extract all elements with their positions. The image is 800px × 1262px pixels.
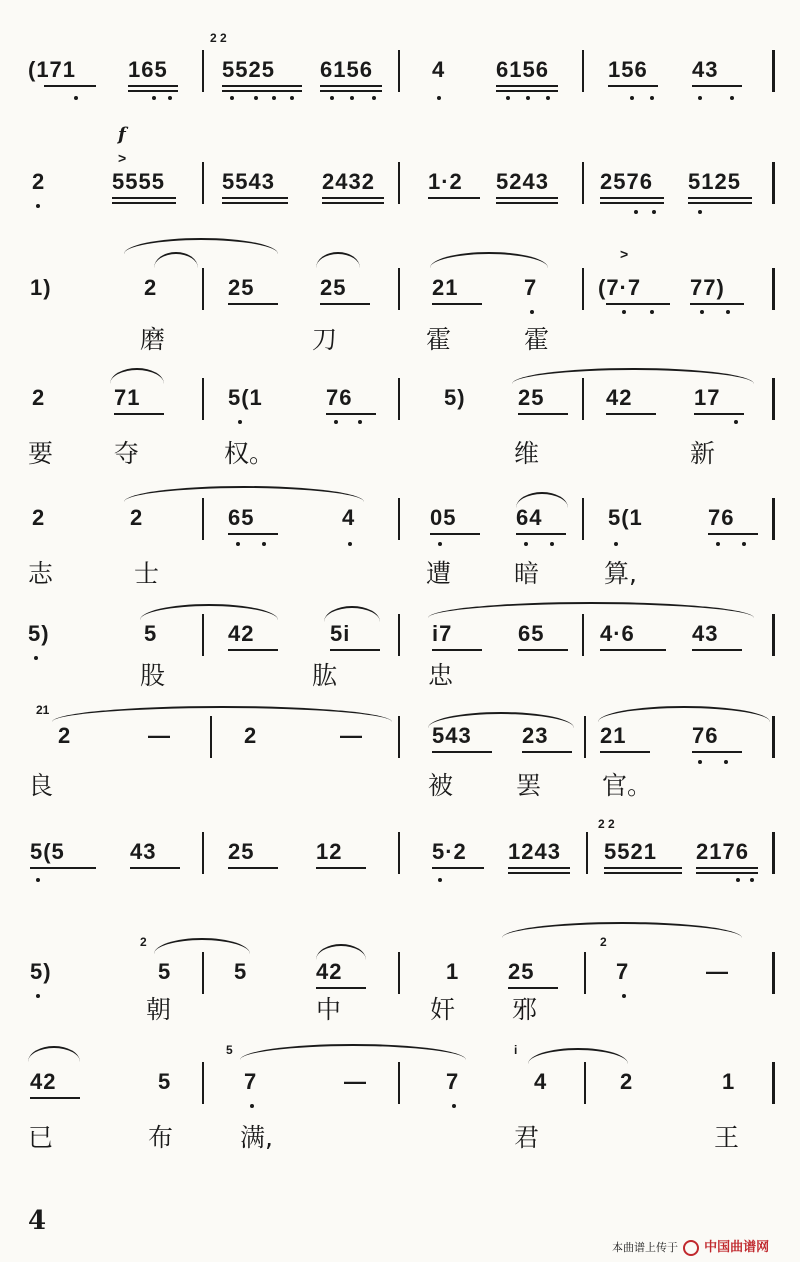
lyric: 士 <box>134 559 160 588</box>
note-group: 7 <box>616 959 630 984</box>
barline <box>772 162 775 204</box>
barline <box>398 716 400 758</box>
lyric: 新 <box>690 439 716 468</box>
note-group: 1243 <box>508 839 561 864</box>
barline <box>210 716 212 758</box>
barline <box>202 832 204 874</box>
note-group: 2 <box>244 723 258 748</box>
page-number: 4 <box>28 1206 47 1236</box>
note-group: 25 <box>320 275 347 300</box>
note-group: 4 <box>432 57 446 82</box>
note-group: 76 <box>692 723 719 748</box>
note-group: 4 <box>342 505 356 530</box>
barline <box>772 50 775 92</box>
barline <box>582 50 584 92</box>
note-group: 5(5 <box>30 839 65 864</box>
note-group: 165 <box>128 57 168 82</box>
note-group: 76 <box>326 385 353 410</box>
lyric: 中 <box>316 995 342 1024</box>
note-group: 64 <box>516 505 543 530</box>
lyric: 夺 <box>114 439 140 468</box>
note-group: 1 <box>446 959 460 984</box>
note-group: 42 <box>30 1069 57 1094</box>
note-group: 2 <box>130 505 144 530</box>
lyric: 忠 <box>428 661 454 690</box>
note-group: 5(1 <box>608 505 643 530</box>
lyric: 权。 <box>224 439 275 468</box>
note-group: 5i <box>330 621 351 646</box>
barline <box>584 952 586 994</box>
note-group: 65 <box>518 621 545 646</box>
note-group: 5·2 <box>432 839 467 864</box>
barline <box>398 162 400 204</box>
barline <box>582 378 584 420</box>
score-row-1 <box>0 31 800 98</box>
grace-note: 21 <box>36 703 50 717</box>
note-group: (7·7 <box>598 275 642 300</box>
lyric: 奸 <box>430 995 456 1024</box>
score-row-7 <box>0 724 800 764</box>
note-group: — <box>344 1069 367 1094</box>
barline <box>584 716 586 758</box>
lyric: 已 <box>28 1123 54 1152</box>
note-group: 2 <box>32 385 46 410</box>
note-group: 5) <box>30 959 52 984</box>
grace-note: 2 <box>600 935 607 949</box>
barline <box>398 50 400 92</box>
grace-note: i <box>514 1043 518 1057</box>
note-group: 65 <box>228 505 255 530</box>
note-group: 2576 <box>600 169 653 194</box>
note-group: 543 <box>432 723 472 748</box>
note-group: 2176 <box>696 839 749 864</box>
note-group: 21 <box>432 275 459 300</box>
note-group: 7 <box>446 1069 460 1094</box>
barline <box>772 952 775 994</box>
barline <box>772 378 775 420</box>
note-group: 2 <box>620 1069 634 1094</box>
lyric: 霍 <box>426 325 452 354</box>
note-group: 25 <box>228 275 255 300</box>
note-group: 76 <box>708 505 735 530</box>
note-group: 25 <box>228 839 255 864</box>
lyric: 算, <box>604 559 637 588</box>
note-group: 1·2 <box>428 169 463 194</box>
barline <box>398 268 400 310</box>
note-group: 23 <box>522 723 549 748</box>
note-group: 17 <box>694 385 721 410</box>
score-row-9 <box>0 960 800 1000</box>
upload-credit <box>612 1236 769 1256</box>
lyric: 良 <box>28 771 54 800</box>
lyric: 满, <box>240 1123 273 1152</box>
barline <box>584 1062 586 1104</box>
note-group: 1 <box>722 1069 736 1094</box>
note-group: — <box>706 959 729 984</box>
barline <box>202 1062 204 1104</box>
note-group: 7 <box>524 275 538 300</box>
accent-mark: > <box>118 150 127 166</box>
note-group: 5521 <box>604 839 657 864</box>
note-group: — <box>340 723 363 748</box>
note-group: 5555 <box>112 169 165 194</box>
note-group: 6156 <box>320 57 373 82</box>
score-row-10 <box>0 1070 800 1110</box>
note-group: 5125 <box>688 169 741 194</box>
lyric: 肱 <box>312 661 338 690</box>
lyric: 维 <box>514 439 540 468</box>
site-logo-icon <box>683 1240 699 1256</box>
note-group: 12 <box>316 839 343 864</box>
grace-note: 5 <box>226 1043 233 1057</box>
barline <box>772 614 775 656</box>
note-group: 21 <box>600 723 627 748</box>
score-row-2 <box>0 170 800 210</box>
credit-prefix: 本曲谱上传于 <box>612 1242 678 1254</box>
note-group: 25 <box>508 959 535 984</box>
note-group: 43 <box>692 621 719 646</box>
note-group: 4 <box>534 1069 548 1094</box>
note-group: 7 <box>244 1069 258 1094</box>
barline <box>582 498 584 540</box>
note-group: 5 <box>144 621 158 646</box>
barline <box>398 614 400 656</box>
barline <box>202 614 204 656</box>
lyric: 暗 <box>514 559 540 588</box>
note-group: 2432 <box>322 169 375 194</box>
note-group: 2 <box>32 505 46 530</box>
note-group: 77) <box>690 275 725 300</box>
barline <box>398 378 400 420</box>
barline <box>202 378 204 420</box>
note-group: 5543 <box>222 169 275 194</box>
note-group: 2 <box>144 275 158 300</box>
barline <box>202 50 204 92</box>
lyric: 霍 <box>524 325 550 354</box>
note-group: 1) <box>30 275 52 300</box>
score-row-3 <box>0 276 800 316</box>
note-group: 05 <box>430 505 457 530</box>
lyric: 邪 <box>512 995 538 1024</box>
grace-note: 2 2 <box>598 817 615 831</box>
barline <box>202 162 204 204</box>
barline <box>772 1062 775 1104</box>
barline <box>202 498 204 540</box>
note-group: 5(1 <box>228 385 263 410</box>
barline <box>202 952 204 994</box>
score-row-6 <box>0 622 800 662</box>
lyric: 官。 <box>602 771 653 800</box>
note-group: (171 <box>28 57 77 82</box>
note-group: 5 <box>158 959 172 984</box>
barline <box>202 268 204 310</box>
lyric: 要 <box>28 439 54 468</box>
lyric: 朝 <box>146 995 172 1024</box>
lyric: 志 <box>28 559 54 588</box>
grace-note: 2 2 <box>210 31 227 45</box>
note-group: 43 <box>692 57 719 82</box>
note-group: 6156 <box>496 57 549 82</box>
note-group: 156 <box>608 57 648 82</box>
barline <box>772 716 775 758</box>
lyric: 君 <box>514 1123 540 1152</box>
note-group: 25 <box>518 385 545 410</box>
note-group: 5525 <box>222 57 275 82</box>
barline <box>582 268 584 310</box>
credit-site-name: 中国曲谱网 <box>704 1239 770 1254</box>
barline <box>398 1062 400 1104</box>
note-group: 5 <box>158 1069 172 1094</box>
note-group: 2 <box>32 169 46 194</box>
barline <box>398 498 400 540</box>
dynamic-marking: f <box>118 124 126 145</box>
note-group: 42 <box>228 621 255 646</box>
lyric: 股 <box>140 661 166 690</box>
note-group: 5) <box>444 385 466 410</box>
lyric: 罢 <box>516 771 542 800</box>
barline <box>398 832 400 874</box>
barline <box>772 268 775 310</box>
note-group: 2 <box>58 723 72 748</box>
score-row-8 <box>0 840 800 880</box>
lyric: 王 <box>714 1123 740 1152</box>
note-group: 5 <box>234 959 248 984</box>
note-group: 42 <box>606 385 633 410</box>
lyric: 磨 <box>140 325 166 354</box>
grace-note: 2 <box>140 935 147 949</box>
barline <box>398 952 400 994</box>
note-group: 5243 <box>496 169 549 194</box>
note-group: 71 <box>114 385 141 410</box>
note-group: 43 <box>130 839 157 864</box>
lyric: 刀 <box>312 325 338 354</box>
accent-mark: > <box>620 246 629 262</box>
barline <box>772 498 775 540</box>
note-group: 4·6 <box>600 621 635 646</box>
score-row-4 <box>0 386 800 426</box>
score-row-5 <box>0 506 800 546</box>
note-group: i7 <box>432 621 453 646</box>
note-group: — <box>148 723 171 748</box>
note-group: 42 <box>316 959 343 984</box>
barline <box>772 832 775 874</box>
lyric: 被 <box>428 771 454 800</box>
barline <box>586 832 588 874</box>
barline <box>582 614 584 656</box>
lyric: 遭 <box>426 559 452 588</box>
lyric: 布 <box>148 1123 174 1152</box>
barline <box>582 162 584 204</box>
note-group: 5) <box>28 621 50 646</box>
